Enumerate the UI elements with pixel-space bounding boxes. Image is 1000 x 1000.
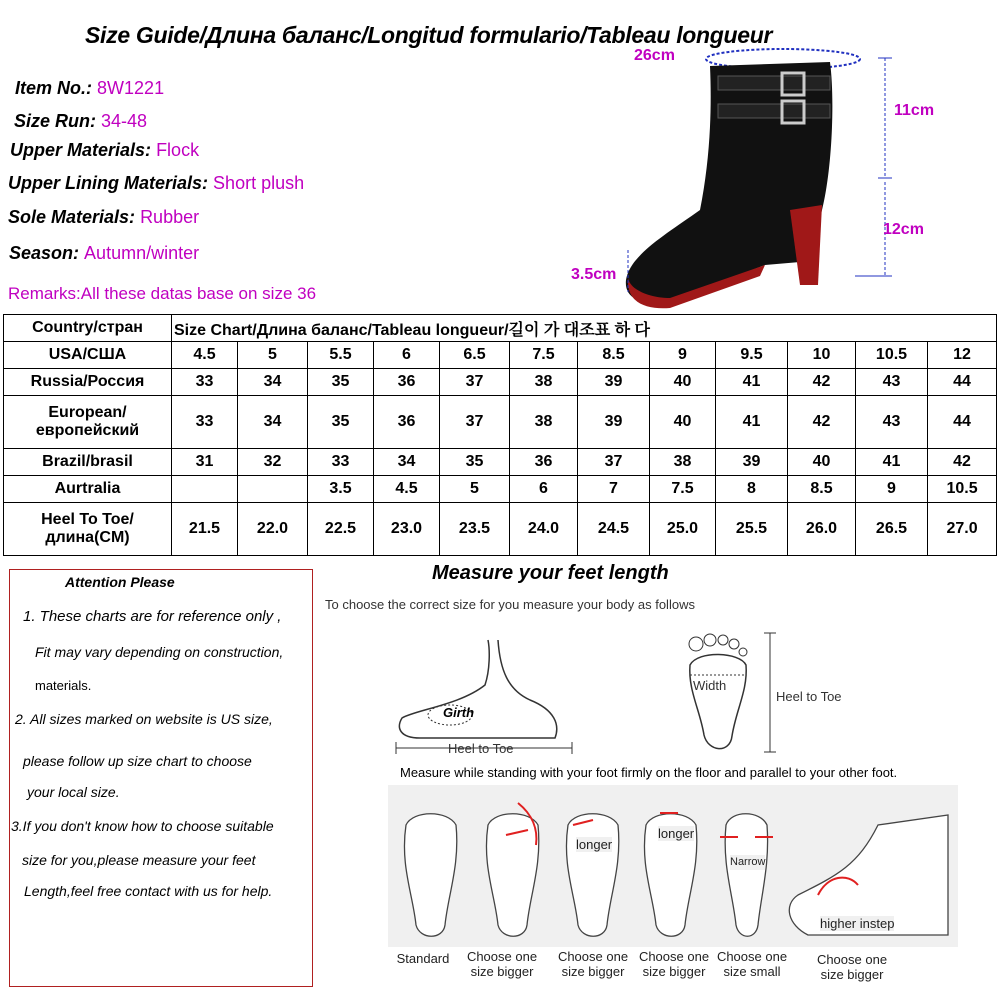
table-cell: 9: [856, 476, 928, 503]
table-cell: 41: [856, 449, 928, 476]
table-cell: 40: [650, 396, 716, 449]
table-cell: 39: [578, 396, 650, 449]
table-cell: 43: [856, 396, 928, 449]
table-cell: 24.0: [510, 503, 578, 556]
table-cell: 42: [788, 396, 856, 449]
table-header-row: [4, 315, 997, 342]
boot-heel: [790, 205, 822, 285]
spec-size-run: [14, 111, 147, 132]
spec-value: 8W1221: [97, 78, 165, 98]
table-cell: 22.5: [308, 503, 374, 556]
table-cell: 6.5: [440, 342, 510, 369]
spec-item-no: [15, 78, 164, 99]
narrow-label: Narrow: [730, 856, 766, 868]
attention-line: 1. These charts are for reference only ,: [23, 608, 282, 625]
table-cell: 6: [374, 342, 440, 369]
table-cell: 7: [578, 476, 650, 503]
table-cell: 10.5: [856, 342, 928, 369]
table-cell: 41: [716, 396, 788, 449]
dim-heel: 12cm: [883, 221, 924, 238]
row-label: Russia/Россия: [4, 369, 172, 396]
longer-label-1: longer: [576, 837, 613, 852]
table-cell: 33: [308, 449, 374, 476]
attention-line: Fit may vary depending on construction,: [35, 644, 284, 660]
measure-title: Measure your feet length: [432, 562, 669, 584]
caption-size-bigger: Choose one size bigger: [466, 949, 538, 979]
table-cell: 5.5: [308, 342, 374, 369]
table-cell: 25.0: [650, 503, 716, 556]
table-row: [4, 503, 997, 556]
table-cell: 31: [172, 449, 238, 476]
table-cell: 4.5: [172, 342, 238, 369]
spec-label: Upper Materials:: [10, 140, 152, 160]
table-cell: 40: [788, 449, 856, 476]
caption-size-bigger: Choose one size bigger: [816, 952, 888, 982]
dim-platform: 3.5cm: [571, 266, 617, 283]
spec-value: 34-48: [101, 111, 148, 131]
table-cell: 8.5: [788, 476, 856, 503]
table-cell: 10.5: [928, 476, 997, 503]
spec-label: Item No.:: [15, 78, 93, 98]
table-cell: 34: [238, 396, 308, 449]
table-cell: 23.5: [440, 503, 510, 556]
row-label: European/европейский: [4, 396, 172, 449]
table-cell: 35: [308, 369, 374, 396]
attention-line: materials.: [35, 678, 92, 693]
spec-value: Rubber: [140, 207, 200, 227]
table-cell: 40: [650, 369, 716, 396]
table-row: [4, 449, 997, 476]
table-cell: 9: [650, 342, 716, 369]
table-cell: 8.5: [578, 342, 650, 369]
table-cell: 21.5: [172, 503, 238, 556]
attention-line: size for you,please measure your feet: [22, 852, 256, 868]
caption-size-bigger: Choose one size bigger: [557, 949, 629, 979]
attention-line: please follow up size chart to choose: [23, 753, 252, 769]
attention-box: [9, 569, 313, 987]
caption-size-bigger: Choose one size bigger: [638, 949, 710, 979]
table-cell: 39: [578, 369, 650, 396]
caption-size-small: Choose one size small: [716, 949, 788, 979]
table-cell: 22.0: [238, 503, 308, 556]
table-cell: 32: [238, 449, 308, 476]
size-table: [3, 314, 997, 556]
girth-label: Girth: [443, 705, 475, 720]
spec-value: Short plush: [213, 173, 305, 193]
row-label: Brazil/brasil: [4, 449, 172, 476]
table-cell: 38: [510, 369, 578, 396]
table-cell: [238, 476, 308, 503]
table-cell: 6: [510, 476, 578, 503]
table-cell: 36: [374, 369, 440, 396]
spec-label: Season:: [9, 243, 80, 263]
table-corner: Country/стран: [4, 315, 172, 342]
table-cell: 4.5: [374, 476, 440, 503]
table-cell: 37: [440, 369, 510, 396]
table-cell: 26.5: [856, 503, 928, 556]
attention-heading: Attention Please: [65, 574, 175, 590]
dim-shaft: 11cm: [894, 102, 935, 119]
table-cell: 35: [308, 396, 374, 449]
caption-standard: Standard: [396, 951, 450, 966]
row-label: USA/США: [4, 342, 172, 369]
table-cell: 43: [856, 369, 928, 396]
sole-foot-icon: [680, 630, 790, 760]
table-cell: 23.0: [374, 503, 440, 556]
measure-instruction: Measure while standing with your foot firmly on the floor and parallel to your other foot.: [400, 765, 898, 780]
table-cell: 34: [238, 369, 308, 396]
spec-label: Sole Materials:: [8, 207, 136, 227]
spec-sole: [8, 207, 199, 228]
table-cell: 34: [374, 449, 440, 476]
width-label: Width: [693, 678, 727, 693]
heel-to-toe-label: Heel to Toe: [776, 689, 842, 704]
table-cell: 44: [928, 396, 997, 449]
table-row: [4, 369, 997, 396]
attention-line: 3.If you don't know how to choose suitable: [11, 818, 274, 834]
table-cell: 37: [440, 396, 510, 449]
attention-line: your local size.: [27, 784, 120, 800]
table-cell: 12: [928, 342, 997, 369]
table-cell: 36: [510, 449, 578, 476]
table-cell: 42: [928, 449, 997, 476]
table-cell: 36: [374, 396, 440, 449]
row-label: Aurtralia: [4, 476, 172, 503]
table-cell: 33: [172, 369, 238, 396]
spec-lining: [8, 173, 304, 194]
table-cell: 39: [716, 449, 788, 476]
spec-upper-materials: [10, 140, 199, 161]
dim-top: 26cm: [634, 47, 675, 64]
table-cell: 35: [440, 449, 510, 476]
remarks: Remarks:All these datas base on size 36: [8, 284, 317, 303]
table-cell: 37: [578, 449, 650, 476]
table-cell: 42: [788, 369, 856, 396]
table-cell: 9.5: [716, 342, 788, 369]
table-cell: 33: [172, 396, 238, 449]
spec-season: [9, 243, 199, 264]
attention-line: Length,feel free contact with us for help.: [24, 883, 273, 899]
table-cell: 41: [716, 369, 788, 396]
table-header: Size Chart/Длина баланс/Tableau longueur/길이 가 대조표 하 다: [172, 315, 997, 342]
spec-value: Flock: [156, 140, 200, 160]
boot-illustration: [560, 40, 1000, 310]
table-cell: 25.5: [716, 503, 788, 556]
table-cell: 3.5: [308, 476, 374, 503]
spec-value: Autumn/winter: [84, 243, 200, 263]
spec-label: Upper Lining Materials:: [8, 173, 209, 193]
table-cell: 5: [238, 342, 308, 369]
table-cell: 26.0: [788, 503, 856, 556]
table-row: [4, 476, 997, 503]
table-cell: 8: [716, 476, 788, 503]
table-cell: 5: [440, 476, 510, 503]
higher-instep-label: higher instep: [820, 916, 895, 931]
row-label: Heel To Toe/длина(CM): [4, 503, 172, 556]
table-cell: 10: [788, 342, 856, 369]
table-cell: 7.5: [510, 342, 578, 369]
longer-label-2: longer: [658, 826, 695, 841]
heel-to-toe-side-label: Heel to Toe: [448, 741, 514, 756]
attention-line: 2. All sizes marked on website is US size,: [15, 711, 273, 727]
table-row: [4, 396, 997, 449]
measure-subtitle: To choose the correct size for you measure your body as follows: [325, 597, 695, 612]
table-cell: 38: [510, 396, 578, 449]
page-title: Size Guide/Длина баланс/Longitud formulario/Tableau longueur: [85, 22, 773, 48]
table-cell: 24.5: [578, 503, 650, 556]
spec-label: Size Run:: [14, 111, 97, 131]
table-cell: 38: [650, 449, 716, 476]
table-cell: 44: [928, 369, 997, 396]
table-cell: 7.5: [650, 476, 716, 503]
table-cell: [172, 476, 238, 503]
table-cell: 27.0: [928, 503, 997, 556]
table-row: [4, 342, 997, 369]
